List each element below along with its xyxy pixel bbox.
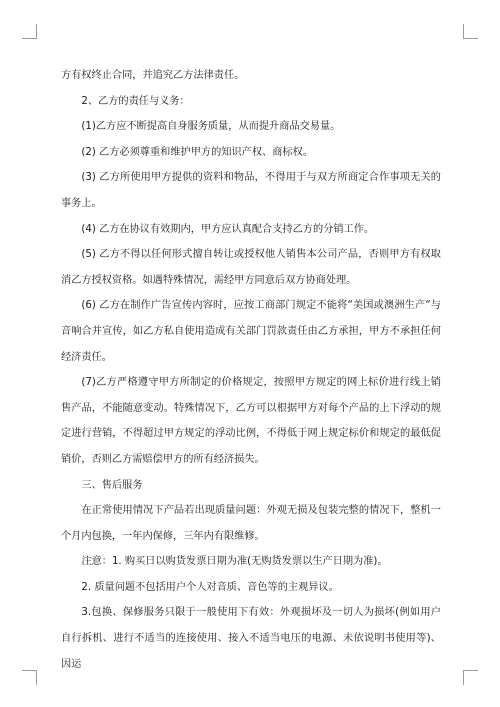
note-3: 3.包换、保修服务只限于一般使用下有效：外观损坏及一切人为损坏(例如用户自行拆机、进行不适当的连接使用、接入不适当电压的电源、未依说明书使用等)、因运 bbox=[61, 607, 441, 670]
note-2: 2. 质量问题不包括用户个人对音质、音色等的主观异议。 bbox=[81, 581, 339, 593]
section-heading-party-b-duties: 2、乙方的责任与义务： bbox=[81, 95, 190, 107]
paragraph-continuation: 方有权终止合同，并追究乙方法律责任。 bbox=[61, 70, 245, 81]
crop-mark-top-left bbox=[22, 24, 37, 39]
clause-3: (3) 乙方所使用甲方提供的资料和物品，不得用于与双方所商定合作事项无关的事务上。 bbox=[61, 172, 441, 209]
clause-4: (4) 乙方在协议有效期内，甲方应认真配合支持乙方的分销工作。 bbox=[81, 223, 375, 235]
clause-5: (5) 乙方不得以任何形式擅自转让或授权他人销售本公司产品，否则甲方有权取消乙方授权资格。如遇特殊情况，需经甲方同意后双方协商处理。 bbox=[61, 249, 441, 286]
clause-6: (6) 乙方在制作广告宣传内容时，应按工商部门规定不能将“美国或澳洲生产“与音响合并宣传，如乙方私自使用造成有关部门罚款责任由乙方承担，甲方不承担任何经济责任。 bbox=[61, 300, 441, 363]
crop-mark-top-right bbox=[463, 24, 478, 39]
clause-1: (1)乙方应不断提高自身服务质量，从而提升商品交易量。 bbox=[81, 121, 341, 133]
crop-mark-bottom-left bbox=[22, 670, 37, 685]
after-sales-paragraph: 在正常使用情况下产品若出现质量问题：外观无损及包装完整的情况下，整机一个月内包换，一年内保修，三年内有限维修。 bbox=[61, 505, 441, 542]
crop-mark-bottom-right bbox=[463, 670, 478, 685]
note-1: 注意：1. 购买日以购货发票日期为准(无购货发票以生产日期为准)。 bbox=[81, 556, 388, 568]
clause-2: (2) 乙方必须尊重和维护甲方的知识产权、商标权。 bbox=[81, 146, 313, 158]
document-body bbox=[61, 63, 441, 677]
clause-7: (7)乙方严格遵守甲方所制定的价格规定，按照甲方规定的网上标价进行线上销售产品，不能随意变动。特殊情况下，乙方可以根据甲方对每个产品的上下浮动的规定进行营销，不得超过甲方规定的浮动比例，不得低于网上规定标价和规定的最低促销价，否则乙方需赔偿甲方的所有经济损失。 bbox=[61, 377, 441, 465]
section-heading-after-sales: 三、售后服务 bbox=[81, 479, 143, 491]
